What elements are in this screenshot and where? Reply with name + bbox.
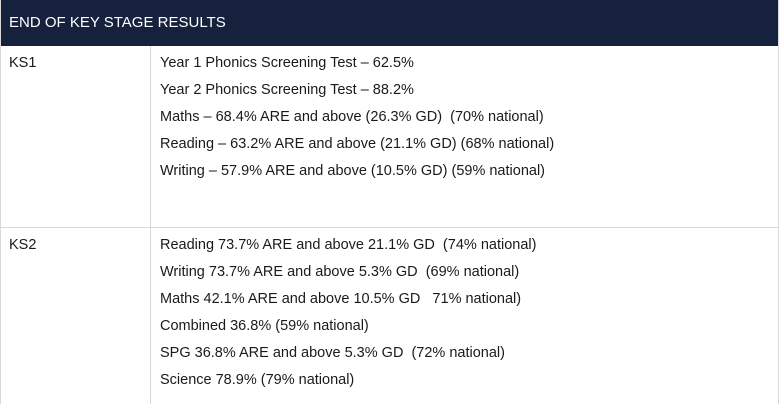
result-line: SPG 36.8% ARE and above 5.3% GD (72% national) bbox=[160, 345, 505, 361]
result-line: Reading – 63.2% ARE and above (21.1% GD) (68% national) bbox=[160, 136, 555, 152]
result-line: Year 2 Phonics Screening Test – 88.2% bbox=[160, 82, 414, 98]
stage-label-ks2: KS2 bbox=[1, 228, 151, 404]
results-cell-ks2 bbox=[151, 228, 778, 404]
result-line: Maths – 68.4% ARE and above (26.3% GD) (70% national) bbox=[160, 109, 544, 125]
result-line: Science 78.9% (79% national) bbox=[160, 372, 355, 388]
result-line: Year 1 Phonics Screening Test – 62.5% bbox=[160, 55, 414, 71]
stage-label-ks1: KS1 bbox=[1, 46, 151, 227]
result-line: Writing – 57.9% ARE and above (10.5% GD) (59% national) bbox=[160, 163, 545, 179]
table-header: END OF KEY STAGE RESULTS bbox=[1, 0, 778, 46]
result-line: Reading 73.7% ARE and above 21.1% GD (74% national) bbox=[160, 237, 537, 253]
result-line: Combined 36.8% (59% national) bbox=[160, 318, 369, 334]
result-line: Writing 73.7% ARE and above 5.3% GD (69% national) bbox=[160, 264, 520, 280]
result-line: Maths 42.1% ARE and above 10.5% GD 71% national) bbox=[160, 291, 522, 307]
table-row-ks1 bbox=[1, 46, 778, 228]
table-row-ks2 bbox=[1, 228, 778, 404]
results-cell-ks1 bbox=[151, 46, 778, 227]
